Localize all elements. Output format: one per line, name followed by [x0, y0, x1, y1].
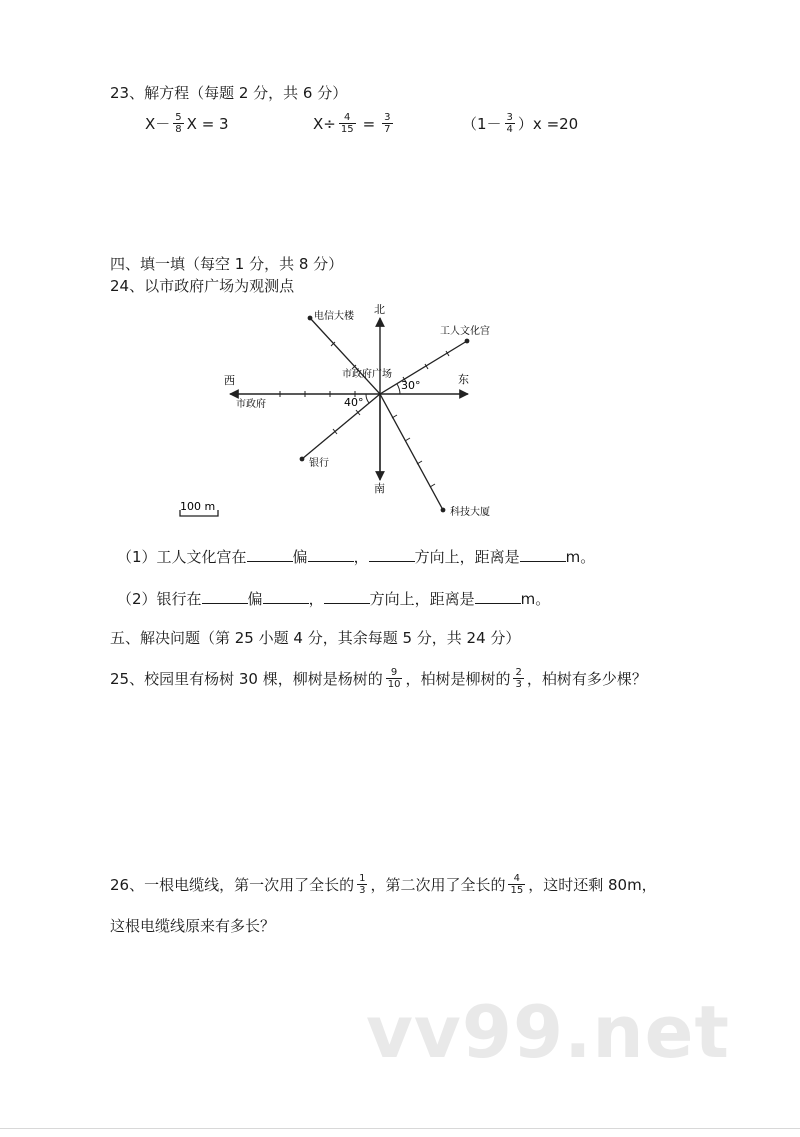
answer-blank[interactable] [324, 588, 370, 604]
fraction: $\frac{3}{7}$ [384, 112, 391, 135]
label-city-hall: 市政府 [236, 399, 266, 410]
answer-blank[interactable] [475, 588, 521, 604]
fraction: $\frac{9}{10}$ [387, 667, 401, 690]
label-angle-ne: 30° [401, 379, 421, 392]
eq2-left: X÷ [313, 114, 336, 133]
label-east: 东 [458, 373, 469, 386]
q23-title: 23、解方程（每题 2 分，共 6 分） [110, 84, 348, 102]
q26: 26、一根电缆线，第一次用了全长的 $\frac{1}{3}$ ，第二次用了全长的 $\frac{4}{15}$ ，这时还剩 80m， [110, 873, 657, 896]
ray-culture-palace [380, 341, 467, 394]
answer-blank[interactable] [202, 588, 248, 604]
fraction: $\frac{3}{4}$ [506, 112, 513, 135]
ray-tech-building [380, 394, 443, 510]
q24-sub2: （2）银行在 偏 ， 方向上，距离是 m。 [117, 590, 551, 608]
q26-line-2: 这根电缆线原来有多长？ [110, 917, 276, 935]
fraction: $\frac{4}{15}$ [340, 112, 354, 135]
eq3-right: ）x =20 [517, 115, 579, 133]
section-5-title: 五、解决问题（第 25 小题 4 分，其余每题 5 分，共 24 分） [110, 629, 521, 647]
label-tech-building: 科技大厦 [450, 507, 490, 518]
answer-blank[interactable] [263, 588, 309, 604]
section-4-title: 四、填一填（每空 1 分，共 8 分） [110, 255, 344, 273]
scale-label: 100 m [180, 500, 216, 513]
q24-title: 24、以市政府广场为观测点 [110, 277, 295, 295]
label-center: 市政府广场 [342, 369, 392, 380]
answer-blank[interactable] [520, 546, 566, 562]
eq3-left: （1－ [462, 115, 502, 133]
direction-diagram [0, 0, 800, 540]
label-west: 西 [224, 374, 235, 387]
q25: 25、校园里有杨树 30 棵，柳树是杨树的 $\frac{9}{10}$ ，柏树是柳树的 $\frac{2}{3}$ ，柏树有多少棵？ [110, 667, 647, 690]
label-culture-palace: 工人文化宫 [440, 326, 490, 337]
label-north: 北 [374, 303, 385, 316]
ray-bank [302, 394, 380, 459]
fraction: $\frac{2}{3}$ [515, 667, 522, 690]
watermark: vv99.net [366, 990, 730, 1074]
answer-blank[interactable] [247, 546, 293, 562]
fraction: $\frac{1}{3}$ [359, 873, 366, 896]
eq1-right: X = 3 [186, 114, 229, 133]
label-angle-sw: 40° [344, 396, 364, 409]
ray-telecom [310, 318, 380, 394]
fraction: $\frac{4}{15}$ [510, 873, 524, 896]
label-south: 南 [374, 482, 385, 495]
q24-sub1: （1）工人文化宫在 偏 ， 方向上，距离是 m。 [117, 548, 596, 566]
eq2-equals: = [362, 114, 376, 133]
answer-blank[interactable] [308, 546, 354, 562]
page-bottom-edge [0, 1128, 800, 1129]
fraction: $\frac{5}{8}$ [175, 112, 182, 135]
eq1-left: X－ [145, 115, 171, 133]
label-telecom: 电信大楼 [314, 311, 354, 322]
answer-blank[interactable] [369, 546, 415, 562]
label-bank: 银行 [309, 458, 329, 469]
